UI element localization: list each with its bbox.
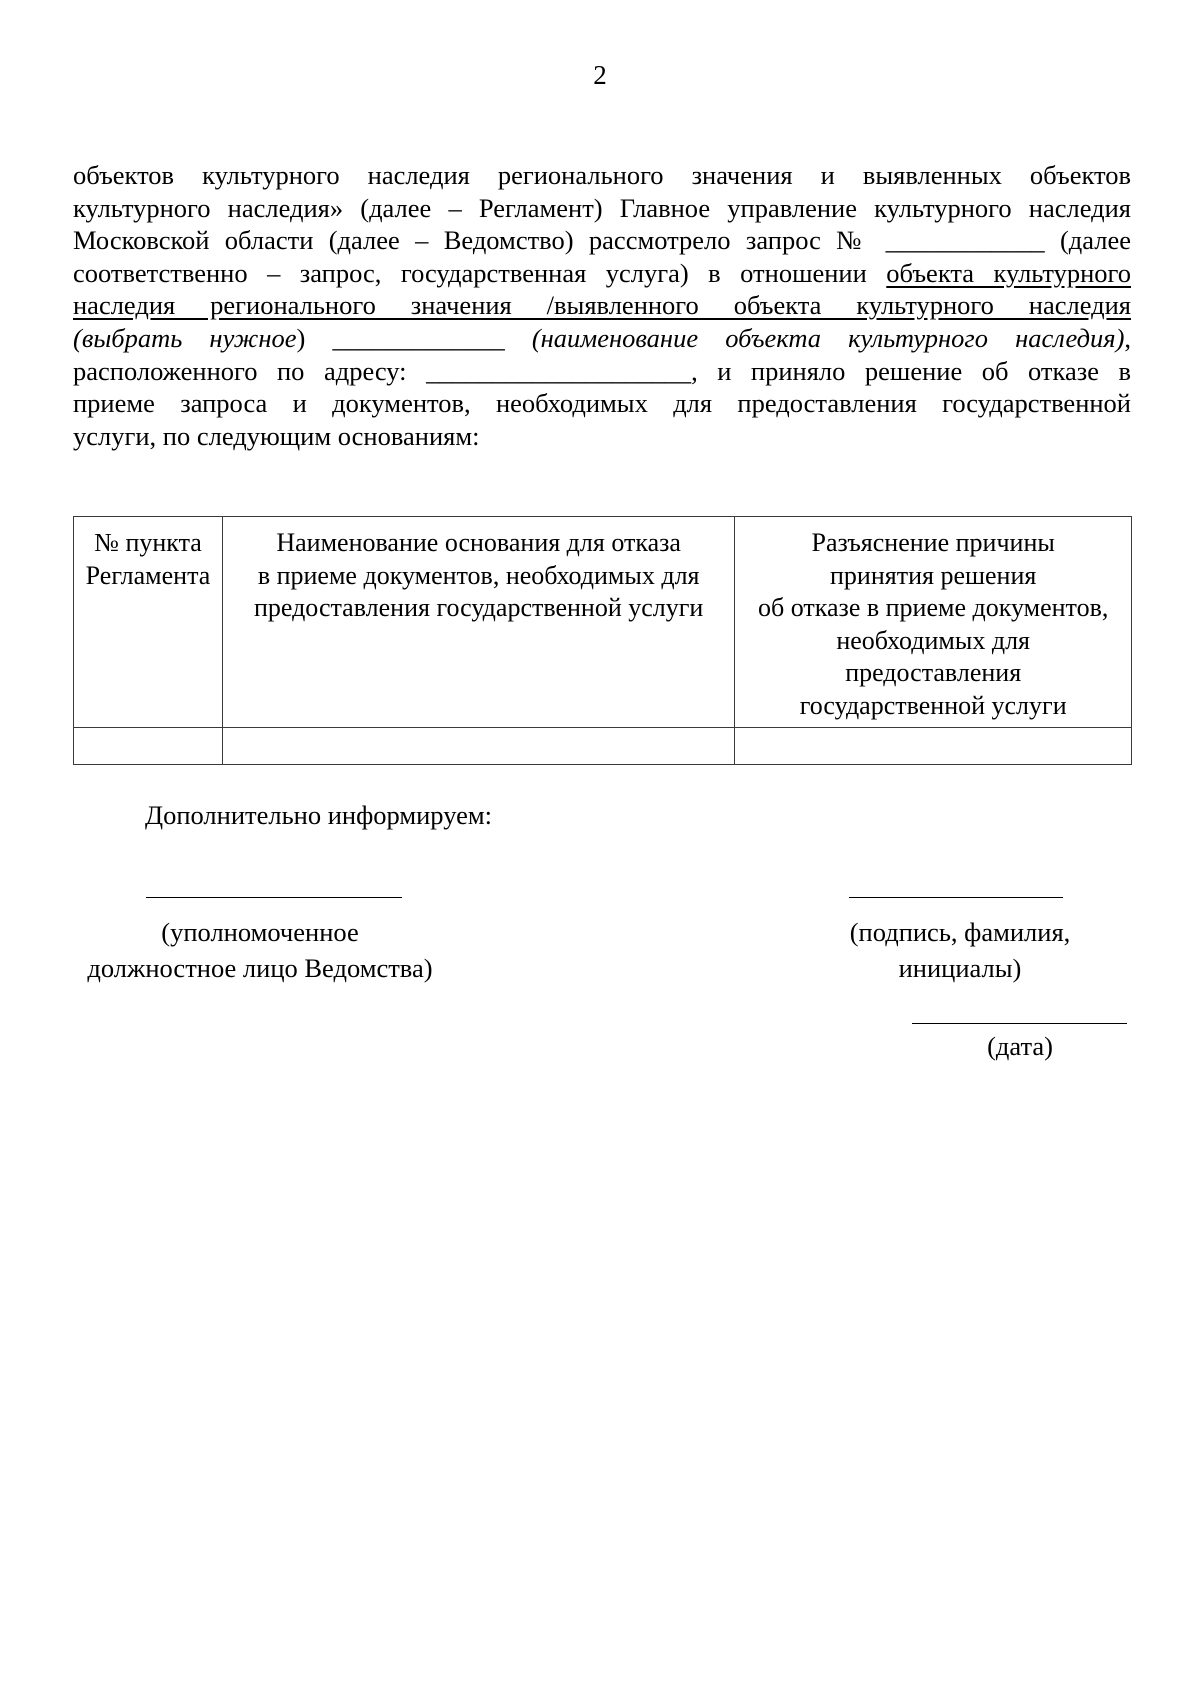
paragraph-line	[73, 322, 1131, 355]
header-line: принятия решения	[830, 560, 1037, 590]
header-line: необходимых для	[836, 625, 1031, 655]
header-cell-explanation	[735, 517, 1132, 728]
paragraph-text: соответственно – запрос, государственная услуга) в отношении	[73, 257, 867, 288]
paragraph-line	[73, 257, 1131, 290]
table-row	[74, 727, 1132, 764]
official-caption	[60, 914, 460, 986]
caption-line: инициалы)	[898, 953, 1022, 983]
table-cell	[735, 727, 1132, 764]
header-cell-refusal-ground	[222, 517, 734, 728]
paragraph-line: культурного наследия» (далее – Регламент) Главное управление культурного наследия	[73, 192, 1131, 223]
header-line: предоставления	[845, 658, 1022, 688]
paragraph-line: приеме запроса и документов, необходимых для предоставления государственной	[73, 388, 1131, 419]
paragraph-text: ,	[1124, 322, 1132, 353]
paragraph-line	[73, 355, 1131, 388]
date-caption: (дата)	[987, 1031, 1053, 1061]
header-line: предоставления государственной услуги	[253, 593, 704, 623]
paragraph-line: объектов культурного наследия регионального значения и выявленных объектов	[73, 160, 1131, 190]
paragraph-line	[73, 289, 1131, 322]
paragraph-line: Московской области (далее – Ведомство) рассмотрело запрос № ____________ (далее	[73, 225, 1131, 256]
header-cell-clause-number	[74, 517, 223, 728]
table-cell	[222, 727, 734, 764]
underlined-text: наследия регионального значения /выявленного объекта культурного наследия	[73, 290, 1131, 321]
header-line: Разъяснение причины	[811, 528, 1055, 557]
date-line	[912, 1023, 1127, 1024]
page-number: 2	[593, 60, 607, 90]
paragraph-line: услуги, по следующим основаниям:	[73, 420, 480, 451]
caption-line: (уполномоченное	[161, 917, 359, 947]
italic-text: (наименование объекта культурного наследия)	[531, 322, 1125, 353]
paragraph-text: )	[296, 322, 306, 353]
header-line: в приеме документов, необходимых для	[257, 560, 700, 590]
table-header-row	[74, 517, 1132, 728]
signature-caption	[810, 914, 1110, 986]
address-blank: ____________________	[426, 355, 692, 386]
official-signature-line	[146, 897, 402, 898]
header-line: об отказе в приеме документов,	[758, 593, 1109, 623]
header-line: Наименование основания для отказа	[276, 528, 681, 557]
caption-line: должностное лицо Ведомства)	[87, 953, 433, 983]
paragraph-text: , и приняло решение об отказе в	[691, 355, 1131, 386]
table-cell	[74, 727, 223, 764]
header-line: государственной услуги	[799, 690, 1067, 720]
refusal-reasons-table	[73, 516, 1132, 765]
underlined-text: объекта культурного	[886, 257, 1131, 288]
body-paragraph	[73, 159, 1131, 452]
additional-info-label: Дополнительно информируем:	[145, 800, 492, 830]
signature-line	[849, 897, 1063, 898]
header-line: № пункта	[94, 528, 202, 557]
header-line: Регламента	[85, 560, 211, 590]
italic-text: (выбрать нужное	[73, 322, 297, 353]
paragraph-text: расположенного по адресу:	[73, 355, 407, 386]
caption-line: (подпись, фамилия,	[849, 917, 1071, 947]
object-name-blank: _____________	[332, 322, 505, 353]
